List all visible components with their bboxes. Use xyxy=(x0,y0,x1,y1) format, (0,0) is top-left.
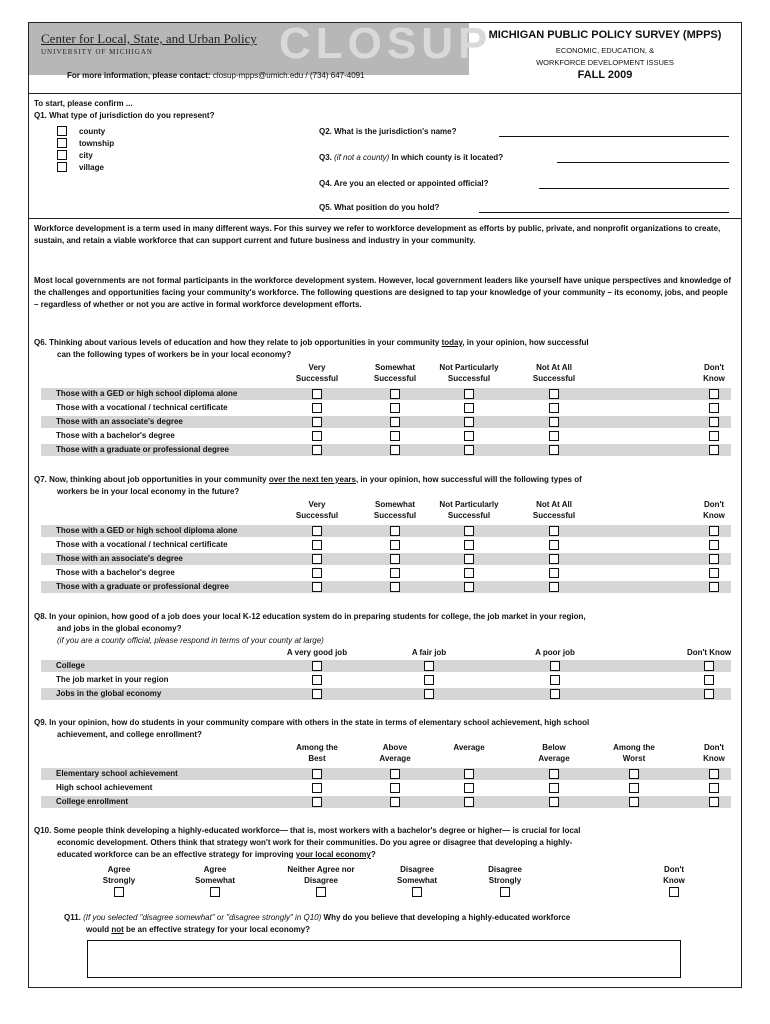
q10-column-header xyxy=(455,864,555,886)
q7-column-header-line: Know xyxy=(703,511,725,520)
q8-answer-checkbox[interactable] xyxy=(312,675,322,685)
survey-page xyxy=(28,19,742,988)
q10-line3-under: your local economy xyxy=(295,850,371,859)
q10-column-header-line: Somewhat xyxy=(396,876,437,885)
q7-column-header xyxy=(424,499,514,521)
q7-answer-checkbox[interactable] xyxy=(709,554,719,564)
q1-village-checkbox[interactable] xyxy=(57,162,67,172)
survey-title: MICHIGAN PUBLIC POLICY SURVEY (MPPS) xyxy=(488,29,722,41)
q1-option-label: township xyxy=(79,139,115,148)
q7-row xyxy=(41,567,731,579)
q8-row xyxy=(41,688,731,700)
q9-answer-checkbox[interactable] xyxy=(312,783,322,793)
q9-answer-checkbox[interactable] xyxy=(549,797,559,807)
q6-answer-checkbox[interactable] xyxy=(464,389,474,399)
q8-answer-checkbox[interactable] xyxy=(704,675,714,685)
q6-column-header-line: Not Particularly xyxy=(439,363,499,372)
contact-label: For more information, please contact: xyxy=(67,71,211,80)
q11-text xyxy=(64,913,570,922)
q10-column-header-line: Strongly xyxy=(102,876,136,885)
q8-line1: Q8. In your opinion, how good of a job does your local K-12 education system do in preparing students for college, the job market in your region, xyxy=(34,612,586,621)
q7-column-header-line: Successful xyxy=(447,511,491,520)
q9-answer-checkbox[interactable] xyxy=(464,783,474,793)
q9-column-header-line: Average xyxy=(538,754,570,763)
q9-row-label: Elementary school achievement xyxy=(56,769,178,778)
q7-column-header xyxy=(669,499,759,521)
q8-row-label: Jobs in the global economy xyxy=(56,689,162,698)
q6-pre: Q6. Thinking about various levels of education and how they relate to job opportunities in your community xyxy=(34,338,442,347)
q10-column-header xyxy=(271,864,371,886)
q10-line3-pre: educated workforce can be an effective strategy for improving xyxy=(57,850,296,859)
q9-column-header-line: Don't xyxy=(703,743,725,752)
q11-answer-box[interactable] xyxy=(87,940,681,978)
q7-under: over the next ten years xyxy=(268,475,356,484)
q9-answer-checkbox[interactable] xyxy=(464,797,474,807)
q7-column-header-line: Not At All xyxy=(536,500,572,509)
q6-column-header xyxy=(509,362,599,384)
q9-answer-checkbox[interactable] xyxy=(629,769,639,779)
q6-row xyxy=(41,444,731,456)
q1-option-label: city xyxy=(79,151,93,160)
q6-answer-checkbox[interactable] xyxy=(709,403,719,413)
q6-row-label: Those with a GED or high school diploma alone xyxy=(56,389,238,398)
survey-sub-1: ECONOMIC, EDUCATION, & xyxy=(555,46,655,55)
q7-text xyxy=(34,475,582,484)
q5-answer-line[interactable] xyxy=(479,212,729,213)
q10-column-header-line: Know xyxy=(663,876,685,885)
q8-answer-checkbox[interactable] xyxy=(550,661,560,671)
q6-row xyxy=(41,402,731,414)
q11-line2 xyxy=(86,925,310,934)
q6-answer-checkbox[interactable] xyxy=(464,445,474,455)
q7-answer-checkbox[interactable] xyxy=(549,540,559,550)
divider xyxy=(29,218,741,219)
q7-column-header-line: Very xyxy=(308,500,326,509)
q10-column-header-line: Disagree xyxy=(304,876,338,885)
q7-answer-checkbox[interactable] xyxy=(464,582,474,592)
header xyxy=(29,19,741,94)
q1-city-checkbox[interactable] xyxy=(57,150,67,160)
q8-column-header: Don't Know xyxy=(686,648,732,657)
q7-answer-checkbox[interactable] xyxy=(464,568,474,578)
q9-line1: Q9. In your opinion, how do students in your community compare with others in the state in terms of elementary school achievement, high school xyxy=(34,718,590,727)
q8-column-header: A very good job xyxy=(286,648,348,657)
q9-answer-checkbox[interactable] xyxy=(549,783,559,793)
q7-answer-checkbox[interactable] xyxy=(312,582,322,592)
q7-answer-checkbox[interactable] xyxy=(312,526,322,536)
q7-row-label: Those with a bachelor's degree xyxy=(56,568,175,577)
workforce-definition: Workforce development is a term used in many different ways. For this survey we refer to workforce development as efforts by public, private, and nonprofit organizations to create, sustain, and retain a viable workforce that can support current and future business and industry in your community. xyxy=(34,224,721,245)
q9-row xyxy=(41,768,731,780)
q7-answer-checkbox[interactable] xyxy=(549,554,559,564)
q4-text: Q4. Are you an elected or appointed official? xyxy=(319,179,489,188)
q7-answer-checkbox[interactable] xyxy=(312,554,322,564)
q6-answer-checkbox[interactable] xyxy=(464,417,474,427)
q9-column-header-line: Below xyxy=(542,743,566,752)
q10-answer-checkbox[interactable] xyxy=(500,887,510,897)
q1-option-label: county xyxy=(79,127,106,136)
q9-column-header xyxy=(272,742,362,764)
q6-column-header-line: Successful xyxy=(447,374,491,383)
q9-column-header xyxy=(589,742,679,764)
q6-column-header xyxy=(272,362,362,384)
q7-answer-checkbox[interactable] xyxy=(312,540,322,550)
q6-answer-checkbox[interactable] xyxy=(390,403,400,413)
q7-column-header-line: Successful xyxy=(373,511,417,520)
q10-answer-checkbox[interactable] xyxy=(412,887,422,897)
q8-row-label: College xyxy=(56,661,85,670)
q6-row xyxy=(41,388,731,400)
q9-row-label: College enrollment xyxy=(56,797,129,806)
q9-column-header-line: Average xyxy=(379,754,411,763)
q8-note: (if you are a county official, please respond in terms of your county at large) xyxy=(57,636,324,645)
q6-answer-checkbox[interactable] xyxy=(390,389,400,399)
q7-row-label: Those with a graduate or professional degree xyxy=(56,582,229,591)
q7-answer-checkbox[interactable] xyxy=(549,582,559,592)
q7-answer-checkbox[interactable] xyxy=(549,568,559,578)
q9-row xyxy=(41,782,731,794)
q8-line2: and jobs in the global economy? xyxy=(57,624,182,633)
q6-answer-checkbox[interactable] xyxy=(709,389,719,399)
q7-answer-checkbox[interactable] xyxy=(549,526,559,536)
q3-num: Q3. xyxy=(319,153,332,162)
q9-column-header xyxy=(509,742,599,764)
q1-township-checkbox[interactable] xyxy=(57,138,67,148)
q8-answer-checkbox[interactable] xyxy=(550,675,560,685)
q10-column-header-line: Don't xyxy=(663,865,685,874)
q5-text: Q5. What position do you hold? xyxy=(319,203,440,212)
q9-answer-checkbox[interactable] xyxy=(709,783,719,793)
q9-column-header xyxy=(424,742,514,753)
q6-text xyxy=(34,338,589,347)
q10-answer-checkbox[interactable] xyxy=(114,887,124,897)
q9-row xyxy=(41,796,731,808)
q11-question: Why do you believe that developing a highly-educated workforce xyxy=(323,913,571,922)
q10-column-header-line: Agree xyxy=(203,865,227,874)
q7-column-header xyxy=(509,499,599,521)
q7-row-label: Those with a GED or high school diploma alone xyxy=(56,526,238,535)
q9-answer-checkbox[interactable] xyxy=(390,783,400,793)
org-sub: UNIVERSITY OF MICHIGAN xyxy=(41,48,153,56)
q10-column-header-line: Somewhat xyxy=(194,876,235,885)
q9-answer-checkbox[interactable] xyxy=(549,769,559,779)
q6-column-header-line: Not At All xyxy=(536,363,572,372)
q6-column-header xyxy=(669,362,759,384)
q9-column-header-line: Average xyxy=(453,743,485,752)
q6-answer-checkbox[interactable] xyxy=(709,445,719,455)
q6-answer-checkbox[interactable] xyxy=(549,417,559,427)
q1-option-label: village xyxy=(79,163,104,172)
q11-italic: (If you selected "disagree somewhat" or "disagree strongly" in Q10) xyxy=(83,913,322,922)
q7-post: , in your opinion, how successful will the following types of xyxy=(355,475,582,484)
q6-column-header-line: Somewhat xyxy=(374,363,415,372)
q8-answer-checkbox[interactable] xyxy=(550,689,560,699)
survey-sub-2: WORKFORCE DEVELOPMENT ISSUES xyxy=(536,58,674,67)
q9-answer-checkbox[interactable] xyxy=(629,783,639,793)
q6-column-header xyxy=(424,362,514,384)
q7-answer-checkbox[interactable] xyxy=(312,568,322,578)
q10-answer-checkbox[interactable] xyxy=(210,887,220,897)
q7-answer-checkbox[interactable] xyxy=(709,526,719,536)
q1-text: Q1. What type of jurisdiction do you represent? xyxy=(34,111,215,120)
q9-answer-checkbox[interactable] xyxy=(464,769,474,779)
q6-answer-checkbox[interactable] xyxy=(312,445,322,455)
q6-answer-checkbox[interactable] xyxy=(390,431,400,441)
q7-answer-checkbox[interactable] xyxy=(709,568,719,578)
q2-answer-line[interactable] xyxy=(499,136,729,137)
q10-answer-checkbox[interactable] xyxy=(316,887,326,897)
q3-italic: (if not a county) xyxy=(334,153,390,162)
q7-pre: Q7. Now, thinking about job opportunities in your community xyxy=(34,475,269,484)
q6-answer-checkbox[interactable] xyxy=(549,431,559,441)
q7-answer-checkbox[interactable] xyxy=(390,582,400,592)
q6-answer-checkbox[interactable] xyxy=(549,389,559,399)
q6-row xyxy=(41,430,731,442)
q6-column-header-line: Know xyxy=(703,374,725,383)
q6-answer-checkbox[interactable] xyxy=(390,445,400,455)
q7-answer-checkbox[interactable] xyxy=(464,526,474,536)
q9-column-header-line: Worst xyxy=(622,754,646,763)
contact-value: closup-mpps@umich.edu / (734) 647-4091 xyxy=(212,71,365,80)
q7-column-header-line: Don't xyxy=(703,500,725,509)
q7-line2: workers be in your local economy in the future? xyxy=(57,487,240,496)
q8-answer-checkbox[interactable] xyxy=(424,661,434,671)
q11-line2-under: not xyxy=(111,925,124,934)
q7-column-header-line: Somewhat xyxy=(374,500,415,509)
q8-answer-checkbox[interactable] xyxy=(704,689,714,699)
q8-answer-checkbox[interactable] xyxy=(704,661,714,671)
q6-answer-checkbox[interactable] xyxy=(464,431,474,441)
q6-answer-checkbox[interactable] xyxy=(549,445,559,455)
q7-answer-checkbox[interactable] xyxy=(390,526,400,536)
q10-line1: Q10. Some people think developing a highly-educated workforce— that is, most workers with a bachelor's degree or higher— is crucial for local xyxy=(34,826,581,835)
q9-answer-checkbox[interactable] xyxy=(312,769,322,779)
q6-under: today xyxy=(441,338,463,347)
workforce-context: Most local governments are not formal participants in the workforce development system. However, local government leaders like yourself have unique perspectives and knowledge of the challenges and opportunities facing your community's workforce. The following questions are designed to tap your knowledge of your community – its economy, jobs, and people – regardless of whether or not you are active in formal workforce development efforts. xyxy=(34,276,732,309)
q7-row xyxy=(41,581,731,593)
q6-answer-checkbox[interactable] xyxy=(312,403,322,413)
logo-band xyxy=(29,19,493,80)
q10-column-header-line: Disagree xyxy=(400,865,434,874)
q9-answer-checkbox[interactable] xyxy=(312,797,322,807)
q6-row-label: Those with a graduate or professional degree xyxy=(56,445,229,454)
q11-line2-pre: would xyxy=(86,925,112,934)
q9-answer-checkbox[interactable] xyxy=(390,797,400,807)
q10-column-header xyxy=(367,864,467,886)
q9-column-header xyxy=(669,742,759,764)
q7-answer-checkbox[interactable] xyxy=(709,582,719,592)
q7-row xyxy=(41,525,731,537)
q6-answer-checkbox[interactable] xyxy=(312,389,322,399)
q8-answer-checkbox[interactable] xyxy=(312,689,322,699)
q8-answer-checkbox[interactable] xyxy=(424,675,434,685)
q7-row-label: Those with a vocational / technical certificate xyxy=(56,540,228,549)
q9-answer-checkbox[interactable] xyxy=(629,797,639,807)
q6-post: , in your opinion, how successful xyxy=(462,338,589,347)
q11-line2-post: be an effective strategy for your local economy? xyxy=(123,925,311,934)
q6-column-header-line: Very xyxy=(308,363,326,372)
q9-line2: achievement, and college enrollment? xyxy=(57,730,202,739)
q6-row-label: Those with a vocational / technical certificate xyxy=(56,403,228,412)
closup-logo: CLOSUP xyxy=(279,19,493,68)
q8-answer-checkbox[interactable] xyxy=(312,661,322,671)
q6-answer-checkbox[interactable] xyxy=(464,403,474,413)
q7-row xyxy=(41,539,731,551)
q9-answer-checkbox[interactable] xyxy=(709,769,719,779)
q6-column-header-line: Successful xyxy=(295,374,339,383)
q10-column-header xyxy=(69,864,169,886)
confirm-text: To start, please confirm ... xyxy=(34,99,133,108)
q11-num: Q11. xyxy=(64,913,81,922)
q6-answer-checkbox[interactable] xyxy=(312,431,322,441)
q3-text xyxy=(319,153,503,162)
q3-post: In which county is it located? xyxy=(391,153,504,162)
q8-answer-checkbox[interactable] xyxy=(424,689,434,699)
q9-column-header-line: Know xyxy=(703,754,725,763)
q8-row xyxy=(41,660,731,672)
q9-column-header-line: Best xyxy=(308,754,326,763)
q6-column-header-line: Successful xyxy=(532,374,576,383)
q10-column-header-line: Agree xyxy=(107,865,131,874)
q2-text: Q2. What is the jurisdiction's name? xyxy=(319,127,457,136)
q6-answer-checkbox[interactable] xyxy=(549,403,559,413)
q7-answer-checkbox[interactable] xyxy=(390,568,400,578)
q6-answer-checkbox[interactable] xyxy=(709,417,719,427)
q3-answer-line[interactable] xyxy=(557,162,729,163)
q10-line2: economic development. Others think that strategy won't work for their communities. Do you agree or disagree that developing a highly- xyxy=(57,838,573,847)
q8-row-label: The job market in your region xyxy=(56,675,169,684)
q8-column-header: A fair job xyxy=(411,648,447,657)
q9-column-header-line: Above xyxy=(382,743,408,752)
q9-answer-checkbox[interactable] xyxy=(709,797,719,807)
q6-answer-checkbox[interactable] xyxy=(312,417,322,427)
q7-column-header-line: Successful xyxy=(295,511,339,520)
q10-column-header-line: Strongly xyxy=(488,876,522,885)
q10-answer-checkbox[interactable] xyxy=(669,887,679,897)
q6-column-header-line: Don't xyxy=(703,363,725,372)
q7-answer-checkbox[interactable] xyxy=(390,554,400,564)
q6-row xyxy=(41,416,731,428)
q9-column-header-line: Among the xyxy=(296,743,338,752)
q6-line2: can the following types of workers be in your local economy? xyxy=(57,350,292,359)
q7-row-label: Those with an associate's degree xyxy=(56,554,183,563)
q6-answer-checkbox[interactable] xyxy=(390,417,400,427)
q7-row xyxy=(41,553,731,565)
q6-answer-checkbox[interactable] xyxy=(709,431,719,441)
q9-answer-checkbox[interactable] xyxy=(390,769,400,779)
q9-row-label: High school achievement xyxy=(56,783,153,792)
q7-column-header-line: Successful xyxy=(532,511,576,520)
q10-line3 xyxy=(57,850,376,859)
q10-column-header xyxy=(165,864,265,886)
contact-line xyxy=(67,71,365,80)
q7-answer-checkbox[interactable] xyxy=(390,540,400,550)
q7-column-header xyxy=(272,499,362,521)
survey-season: FALL 2009 xyxy=(577,69,633,81)
q6-column-header-line: Successful xyxy=(373,374,417,383)
q7-answer-checkbox[interactable] xyxy=(464,540,474,550)
q6-row-label: Those with a bachelor's degree xyxy=(56,431,175,440)
org-name: Center for Local, State, and Urban Policy xyxy=(41,31,257,46)
q7-answer-checkbox[interactable] xyxy=(464,554,474,564)
q10-column-header xyxy=(624,864,724,886)
q8-column-header: A poor job xyxy=(535,648,575,657)
q6-row-label: Those with an associate's degree xyxy=(56,417,183,426)
q9-column-header-line: Among the xyxy=(613,743,655,752)
survey-subtitle xyxy=(474,45,736,69)
q7-column-header-line: Not Particularly xyxy=(439,500,499,509)
q4-answer-line[interactable] xyxy=(539,188,729,189)
q1-county-checkbox[interactable] xyxy=(57,126,67,136)
q8-row xyxy=(41,674,731,686)
q10-column-header-line: Disagree xyxy=(488,865,522,874)
q7-answer-checkbox[interactable] xyxy=(709,540,719,550)
q10-line3-post: ? xyxy=(370,850,376,859)
q10-column-header-line: Neither Agree nor xyxy=(287,865,355,874)
